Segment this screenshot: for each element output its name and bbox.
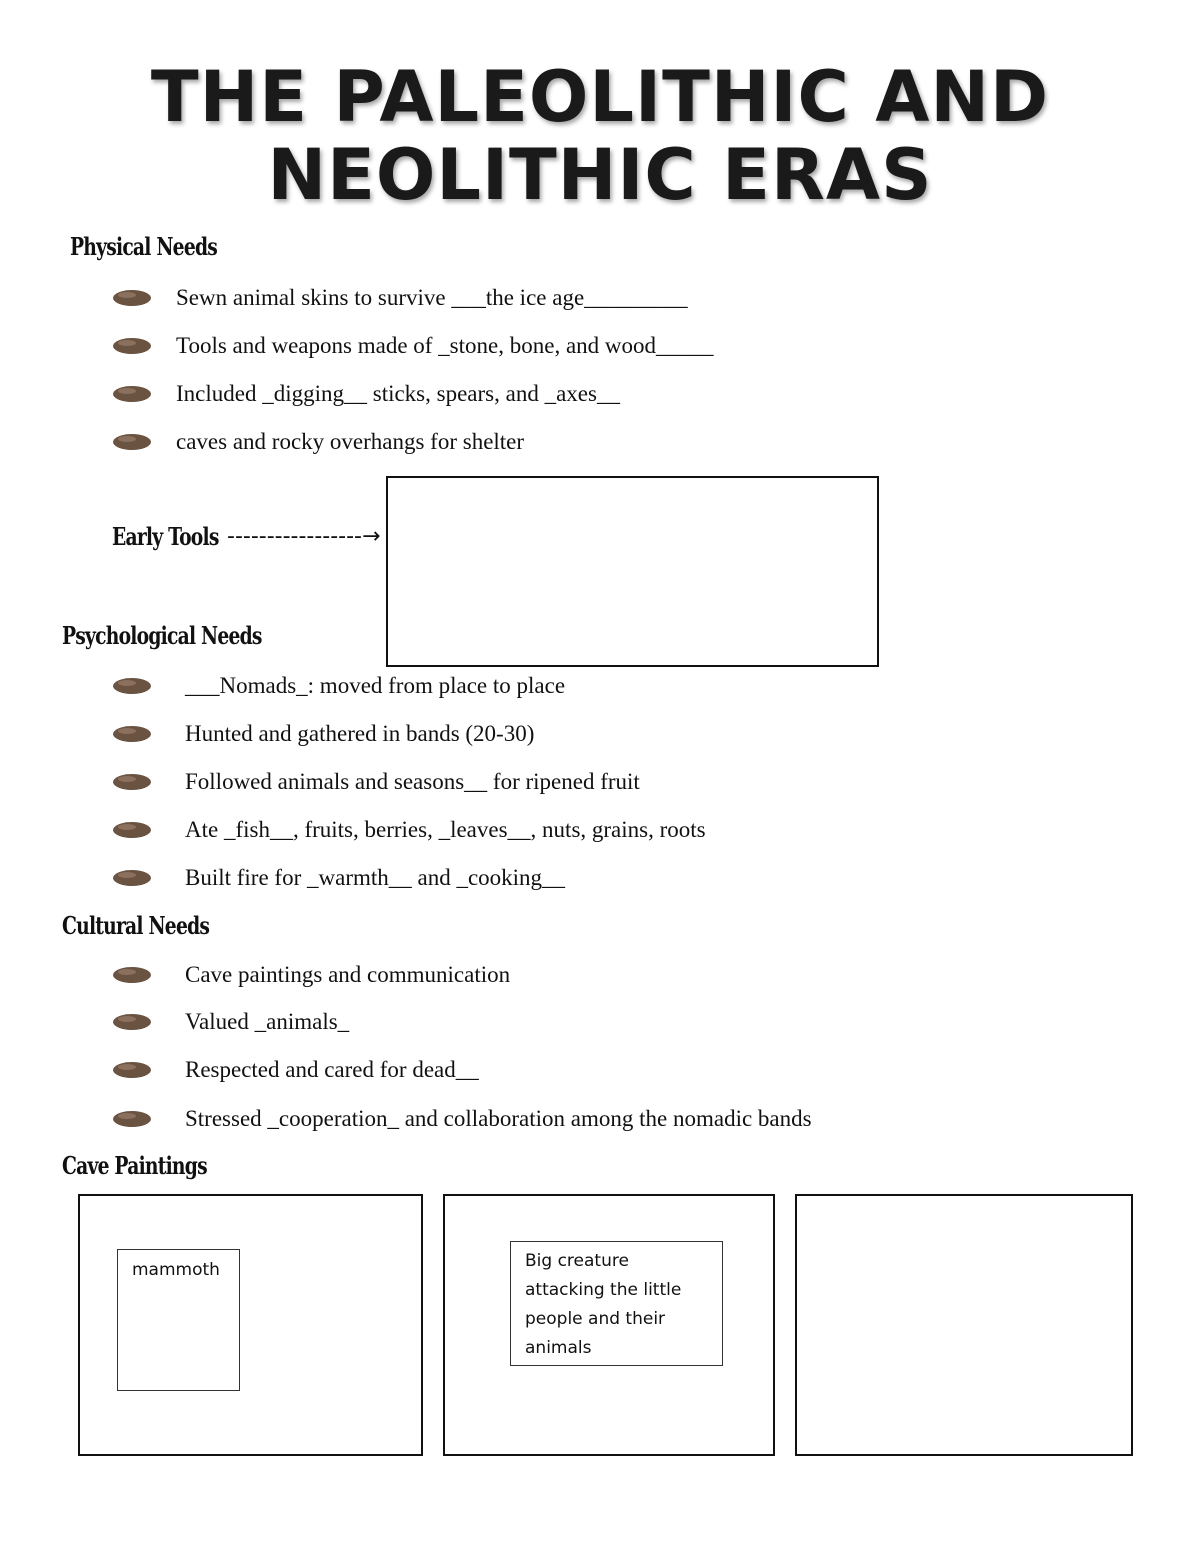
cultural-item-2: Valued _animals_ bbox=[185, 1009, 350, 1034]
list-item bbox=[112, 283, 688, 313]
early-tools-drawing-box bbox=[386, 476, 879, 667]
list-item bbox=[112, 1055, 479, 1085]
cultural-item-3: Respected and cared for dead__ bbox=[185, 1057, 479, 1082]
cultural-item-4: Stressed _cooperation_ and collaboration among the nomadic bands bbox=[185, 1106, 812, 1131]
stone-bullet-icon bbox=[112, 432, 152, 452]
stone-bullet-icon bbox=[112, 336, 152, 356]
mammoth-note-text: mammoth bbox=[132, 1260, 220, 1280]
physical-item-3: Included _digging__ sticks, spears, and _axes__ bbox=[176, 381, 620, 406]
list-item bbox=[112, 427, 524, 457]
list-item bbox=[112, 1007, 349, 1037]
list-item bbox=[112, 379, 620, 409]
title-line-1: THE PALEOLITHIC AND bbox=[150, 56, 1050, 138]
cave-paintings-heading: Cave Paintings bbox=[62, 1151, 207, 1180]
stone-bullet-icon bbox=[112, 772, 152, 792]
physical-item-2: Tools and weapons made of _stone, bone, and wood_____ bbox=[176, 333, 714, 358]
cultural-item-1: Cave paintings and communication bbox=[185, 962, 511, 987]
early-tools-label: Early Tools bbox=[112, 522, 219, 551]
note-line: animals bbox=[525, 1338, 592, 1358]
stone-bullet-icon bbox=[112, 868, 152, 888]
title-line-2: NEOLITHIC ERAS bbox=[267, 134, 933, 216]
stone-bullet-icon bbox=[112, 384, 152, 404]
physical-item-1: Sewn animal skins to survive ___the ice age_________ bbox=[176, 285, 688, 310]
psychological-item-4: Ate _fish__, fruits, berries, _leaves__, nuts, grains, roots bbox=[185, 817, 706, 842]
stone-bullet-icon bbox=[112, 676, 152, 696]
psychological-item-2: Hunted and gathered in bands (20-30) bbox=[185, 721, 535, 746]
cultural-needs-heading: Cultural Needs bbox=[62, 911, 210, 940]
list-item bbox=[112, 1104, 812, 1134]
list-item bbox=[112, 863, 565, 893]
page-title bbox=[0, 58, 1200, 214]
stone-bullet-icon bbox=[112, 965, 152, 985]
list-item bbox=[112, 719, 534, 749]
stone-bullet-icon bbox=[112, 724, 152, 744]
list-item bbox=[112, 671, 565, 701]
psychological-item-3: Followed animals and seasons__ for ripened fruit bbox=[185, 769, 640, 794]
mammoth-note bbox=[117, 1249, 240, 1391]
early-tools-label-row bbox=[112, 522, 380, 551]
note-line: people and their bbox=[525, 1309, 666, 1329]
stone-bullet-icon bbox=[112, 1012, 152, 1032]
stone-bullet-icon bbox=[112, 288, 152, 308]
cave-painting-box-3 bbox=[795, 1194, 1133, 1456]
arrow-right-icon: -----------------→ bbox=[227, 524, 381, 549]
list-item bbox=[112, 815, 706, 845]
list-item bbox=[112, 767, 640, 797]
stone-bullet-icon bbox=[112, 1109, 152, 1129]
physical-item-4: caves and rocky overhangs for shelter bbox=[176, 429, 525, 454]
note-line: Big creature bbox=[525, 1251, 629, 1271]
list-item bbox=[112, 331, 714, 361]
psychological-item-1: ___Nomads_: moved from place to place bbox=[185, 673, 566, 698]
list-item bbox=[112, 960, 510, 990]
psychological-item-5: Built fire for _warmth__ and _cooking__ bbox=[185, 865, 566, 890]
psychological-needs-heading: Psychological Needs bbox=[62, 621, 262, 650]
note-line: attacking the little bbox=[525, 1280, 682, 1300]
stone-bullet-icon bbox=[112, 820, 152, 840]
big-creature-note bbox=[510, 1241, 723, 1366]
physical-needs-heading: Physical Needs bbox=[70, 232, 218, 261]
stone-bullet-icon bbox=[112, 1060, 152, 1080]
